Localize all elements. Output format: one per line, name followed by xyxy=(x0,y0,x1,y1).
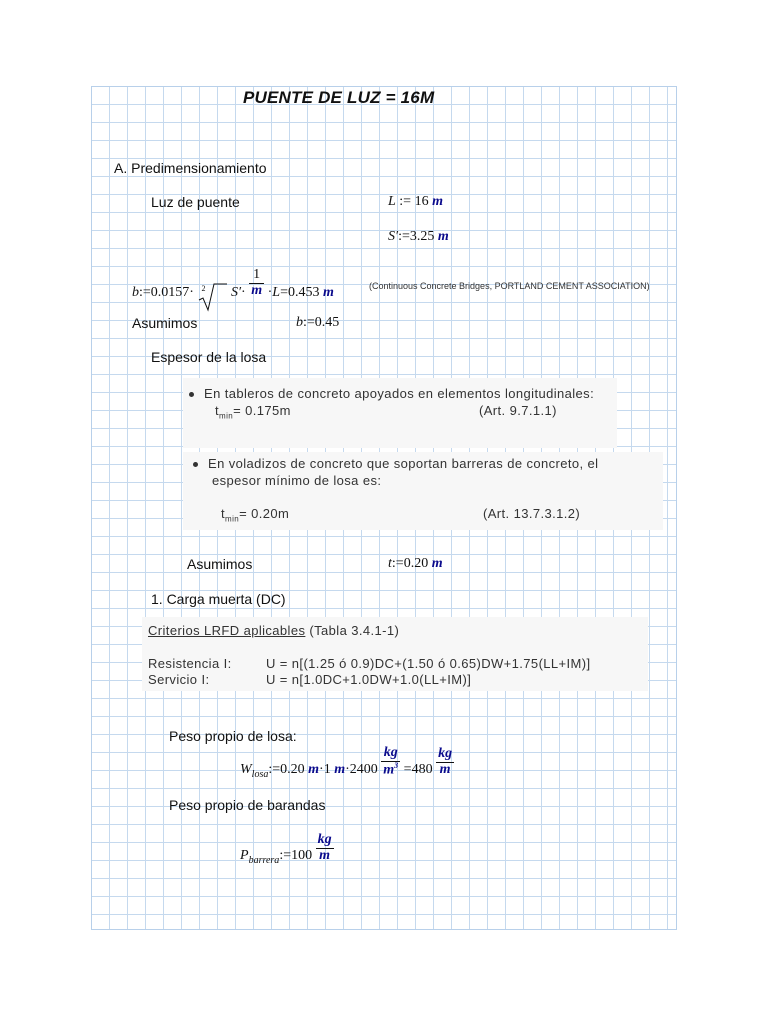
formula-subscript: barrera xyxy=(248,855,280,867)
reference-note: (Continuous Concrete Bridges, PORTLAND CEMENT ASSOCIATION) xyxy=(369,281,650,291)
spec-text-line: espesor mínimo de losa es: xyxy=(212,473,382,488)
formula-var: b xyxy=(296,315,303,330)
fraction-numerator: kg xyxy=(381,746,400,762)
formula-value: 100 xyxy=(291,848,313,864)
equals: = xyxy=(280,285,288,301)
S-formula xyxy=(388,229,449,245)
spec-text xyxy=(189,386,594,401)
page-title: PUENTE DE LUZ = 16M xyxy=(243,88,435,107)
carga-muerta-heading: 1. Carga muerta (DC) xyxy=(151,591,286,607)
formula-unit: m xyxy=(308,762,320,778)
criterios-title: Criterios LRFD aplicables xyxy=(148,623,306,638)
dot-operator: · xyxy=(189,285,194,301)
spec-text xyxy=(193,456,598,471)
formula-value: 16 xyxy=(414,194,429,209)
formula-value: 3.25 xyxy=(409,229,435,244)
b-assumed xyxy=(296,315,339,331)
t-value: = 0.20m xyxy=(239,506,290,521)
b-formula xyxy=(132,268,334,308)
fraction-denominator: m xyxy=(251,282,263,298)
asumimos-label: Asumimos xyxy=(132,315,198,331)
t-label: t xyxy=(215,403,220,418)
fraction-denominator: m xyxy=(439,761,451,777)
den-unit: m xyxy=(383,762,395,778)
formula-var: L xyxy=(272,285,281,301)
L-formula xyxy=(388,194,443,210)
formula-value: 2400 xyxy=(349,762,378,778)
section-heading: A. Predimensionamiento xyxy=(114,160,267,176)
assign-op: := xyxy=(303,315,315,330)
fraction-1-over-m xyxy=(249,268,264,298)
resistencia-label: Resistencia I: xyxy=(148,656,232,671)
peso-barandas-label: Peso propio de barandas xyxy=(169,797,326,813)
root-index: 2 xyxy=(201,284,206,294)
t-subscript: min xyxy=(219,411,234,421)
dot-operator: · xyxy=(319,762,324,778)
assign-op: := xyxy=(398,229,410,244)
formula-subscript: losa xyxy=(251,769,269,781)
peso-losa-label: Peso propio de losa: xyxy=(169,728,297,744)
criterios-image xyxy=(142,617,648,691)
fraction-numerator: kg xyxy=(438,745,453,761)
assign-op: := xyxy=(268,762,281,778)
formula-var: W xyxy=(240,762,252,778)
formula-unit: m xyxy=(432,194,443,209)
formula-value: 0.20 xyxy=(280,762,305,778)
t-subscript: min xyxy=(225,514,240,524)
radicand: S′ xyxy=(230,285,242,301)
radical-icon xyxy=(197,282,227,312)
assign-op: := xyxy=(279,848,292,864)
assign-op: := xyxy=(139,285,151,301)
dot-operator: · xyxy=(345,762,350,778)
spec-text-line: En voladizos de concreto que soportan barreras de concreto, el xyxy=(208,456,599,471)
servicio-equation: U = n[1.0DC+1.0DW+1.0(LL+IM)] xyxy=(266,672,472,687)
t-value: = 0.175m xyxy=(233,403,291,418)
t-label: t xyxy=(221,506,226,521)
assign-op: := xyxy=(391,556,404,571)
formula-var: S′ xyxy=(388,229,399,244)
spec-image-2 xyxy=(183,452,663,530)
fraction-kg-per-m xyxy=(436,747,454,777)
formula-unit: m xyxy=(437,229,449,244)
formula-value: 1 xyxy=(323,762,331,778)
formula-unit: m xyxy=(431,556,443,571)
coefficient: 0.0157 xyxy=(150,285,190,301)
spec-image-1 xyxy=(183,378,617,448)
fraction-denominator: m xyxy=(319,847,331,863)
fraction-numerator: kg xyxy=(317,832,332,847)
article-ref: (Art. 13.7.3.1.2) xyxy=(483,506,581,521)
fraction-kg-per-m xyxy=(316,833,334,863)
formula-value: 0.20 xyxy=(403,556,429,571)
formula-unit: m xyxy=(322,285,334,301)
table-ref: (Tabla 3.4.1-1) xyxy=(309,623,400,638)
formula-unit: m xyxy=(334,762,346,778)
dot-operator: · xyxy=(267,285,273,301)
bullet-icon xyxy=(189,392,194,397)
tmin-line xyxy=(221,506,289,524)
p-barrera-formula xyxy=(240,832,334,881)
spec-text-line: En tableros de concreto apoyados en elementos longitudinales: xyxy=(204,386,595,401)
bullet-icon xyxy=(193,462,198,467)
fraction-numerator: 1 xyxy=(249,268,264,284)
assign-op: := xyxy=(399,194,412,209)
luz-label: Luz de puente xyxy=(151,194,240,210)
espesor-label: Espesor de la losa xyxy=(151,349,267,365)
formula-var: P xyxy=(240,848,249,864)
fraction-kg-per-m3 xyxy=(381,746,400,778)
tmin-line xyxy=(215,403,291,421)
formula-value: 0.45 xyxy=(314,315,340,330)
criterios-heading xyxy=(148,623,399,638)
servicio-label: Servicio I: xyxy=(148,672,210,687)
formula-var: t xyxy=(388,556,392,571)
asumimos-label: Asumimos xyxy=(187,556,253,572)
equals: = xyxy=(403,762,412,778)
t-formula xyxy=(388,556,443,572)
formula-var: L xyxy=(388,194,396,209)
result-value: 0.453 xyxy=(287,285,320,301)
article-ref: (Art. 9.7.1.1) xyxy=(479,403,557,418)
resistencia-equation: U = n[(1.25 ó 0.9)DC+(1.50 ó 0.65)DW+1.75(LL+IM)] xyxy=(266,656,591,671)
exponent: 3 xyxy=(394,760,399,770)
result-value: 480 xyxy=(411,762,433,778)
fraction-denominator xyxy=(381,762,400,778)
w-losa-formula xyxy=(240,745,454,794)
formula-var: b xyxy=(132,285,139,301)
dot-operator: · xyxy=(241,285,246,301)
